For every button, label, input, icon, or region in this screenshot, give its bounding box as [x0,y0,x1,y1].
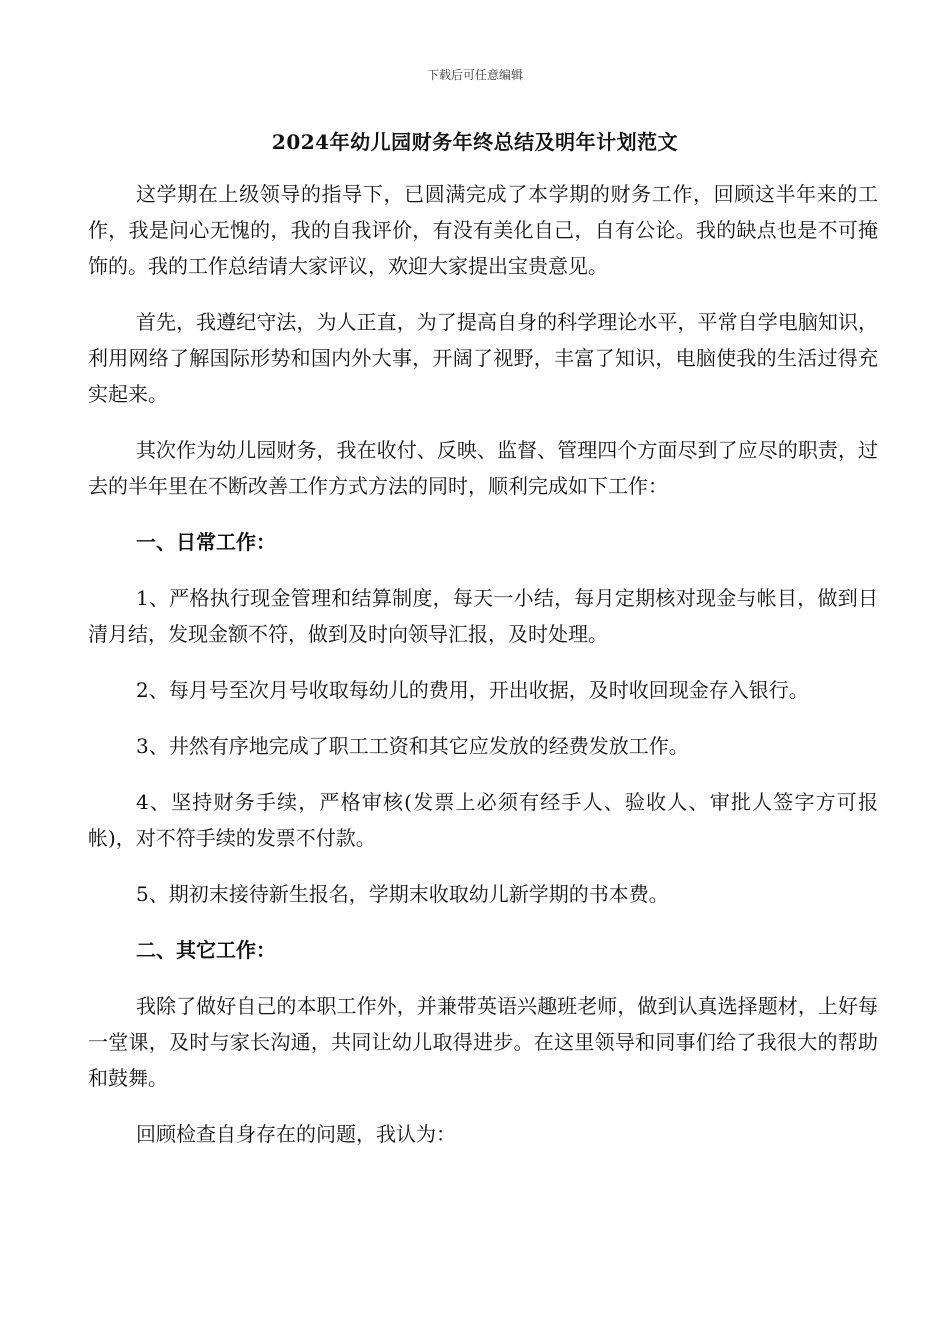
paragraph-review: 回顾检查自身存在的问题，我认为： [136,1122,456,1146]
paragraph-self-study: 首先，我遵纪守法，为人正直，为了提高自身的科学理论水平，平常自学电脑知识，利用网络了解国际形势和国内外大事，开阔了视野，丰富了知识，电脑使我的生活过得充实起来。 [88,310,878,406]
document-body [88,176,878,1152]
daily-item-1: 1、严格执行现金管理和结算制度，每天一小结，每月定期核对现金与帐目，做到日清月结，发现金额不符，做到及时向领导汇报，及时处理。 [88,586,878,646]
daily-item-5: 5、期初末接待新生报名，学期末收取幼儿新学期的书本费。 [136,882,669,906]
paragraph-other-work: 我除了做好自己的本职工作外，并兼带英语兴趣班老师，做到认真选择题材，上好每一堂课，及时与家长沟通，共同让幼儿取得进步。在这里领导和同事们给了我很大的帮助和鼓舞。 [88,994,878,1090]
section-heading-other-work: 二、其它工作： [136,938,276,962]
daily-item-2: 2、每月号至次月号收取每幼儿的费用，开出收据，及时收回现金存入银行。 [136,678,809,702]
section-heading-daily-work: 一、日常工作： [136,530,276,554]
daily-item-3: 3、井然有序地完成了职工工资和其它应发放的经费发放工作。 [136,734,689,758]
paragraph-duties: 其次作为幼儿园财务，我在收付、反映、监督、管理四个方面尽到了应尽的职责，过去的半年里在不断改善工作方式方法的同时，顺利完成如下工作： [88,438,878,498]
intro-paragraph: 这学期在上级领导的指导下，已圆满完成了本学期的财务工作，回顾这半年来的工作，我是问心无愧的，我的自我评价，有没有美化自己，自有公论。我的缺点也是不可掩饰的。我的工作总结请大家评议，欢迎大家提出宝贵意见。 [88,182,878,278]
daily-item-4: 4、坚持财务手续，严格审核(发票上必须有经手人、验收人、审批人签字方可报帐)，对不符手续的发票不付款。 [88,790,878,850]
document-title: 2024年幼儿园财务年终总结及明年计划范文 [271,130,679,154]
header-note: 下载后可任意编辑 [426,68,523,82]
